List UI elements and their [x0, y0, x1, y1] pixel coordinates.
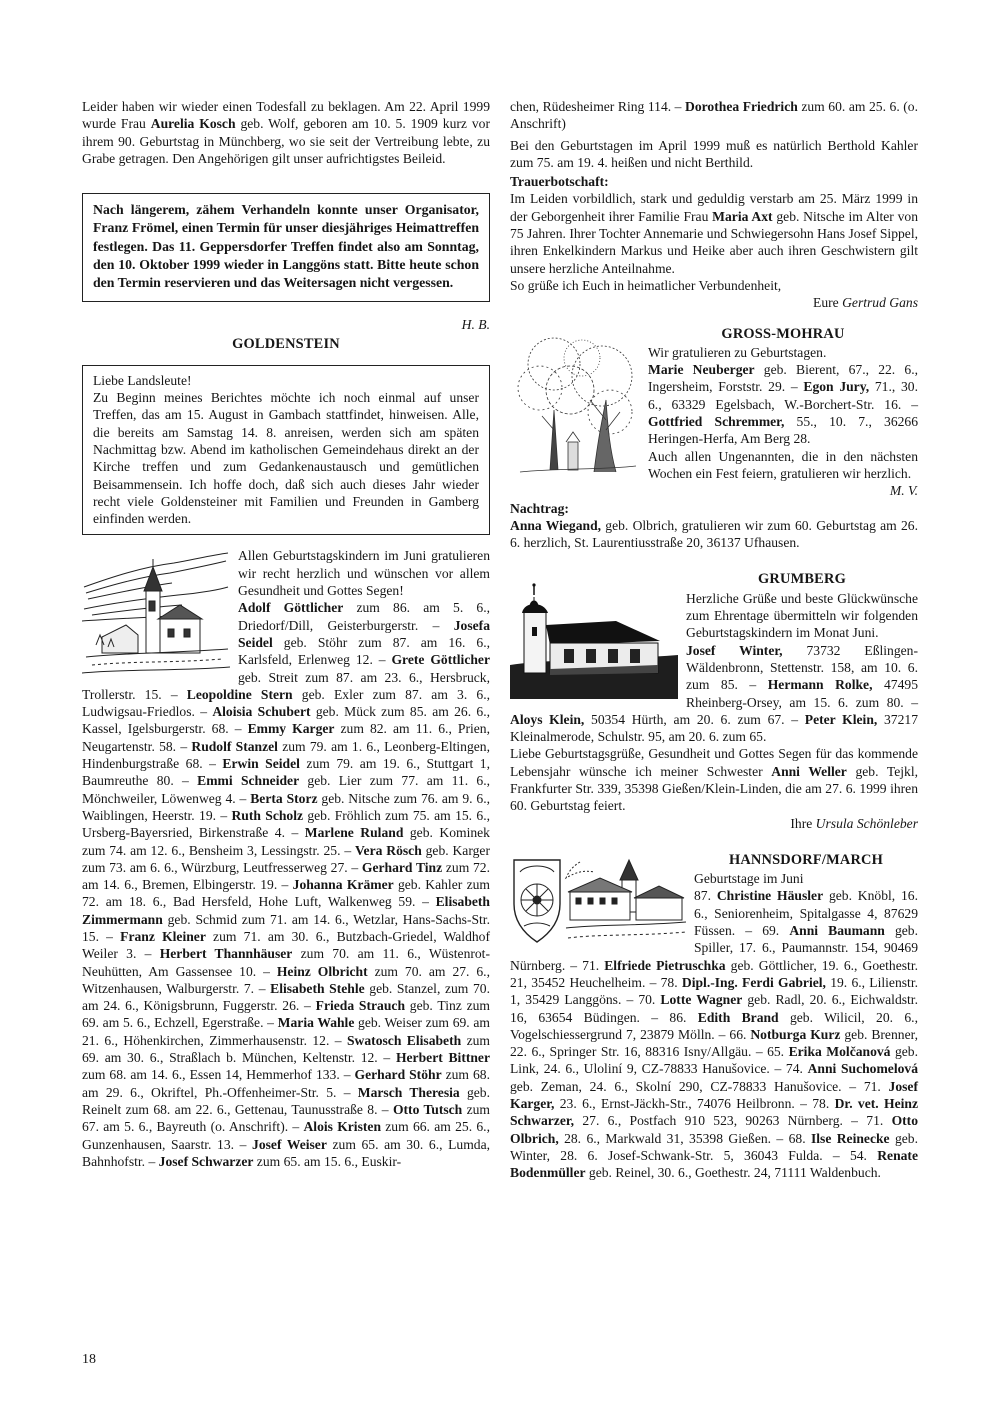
gr-signature: Ihre Ursula Schönleber	[790, 815, 918, 831]
gm-entries: Marie Neuberger geb. Bierent, 67., 22. 6., Ingersheim, Forststr. 29. – Egon Jury, 71., 30. 6., 63329 Egelsbach, W.-Borchert-Str. 16. – Gottfried Schremmer, 55., 10. 7., 36266 Heringen-Herfa, Am Berg 28.	[648, 362, 919, 447]
gr-wish: Liebe Geburtstagsgrüße, Gesundheit und Gottes Segen für das kommende Lebensjahr wünsche ich meiner Schwester Anni Weller geb. Tejkl, Frankfurter Str. 339, 35398 Gießen/Klein-Linden, die am 27. 6. 1999 ihren 60. Geburtstag feiert.	[510, 746, 918, 814]
closing-line: So grüße ich Euch in heimatlicher Verbundenheit,	[510, 277, 782, 293]
section-grumberg	[510, 571, 918, 831]
hm-intro: Geburtstage im Juni	[694, 871, 804, 887]
continuation-paragraph: chen, Rüdesheimer Ring 114. – Dorothea Friedrich zum 60. am 25. 6. (o. Anschrift)	[510, 99, 918, 132]
heading-gross-mohrau: GROSS-MOHRAU	[721, 325, 845, 342]
nachtrag-heading: Nachtrag:	[510, 500, 569, 516]
closing-signature: Eure Gertrud Gans	[813, 295, 918, 311]
section-hannsdorf-march	[510, 852, 918, 1182]
section-gross-mohrau	[510, 326, 918, 552]
meeting-notice-box: Nach längerem, zähem Verhandeln konnte unser Organisator, Franz Frömel, einen Termin für unser diesjähriges Heimattreffen festlegen. Das 11. Geppersdorfer Treffen findet also am Sonntag, den 10. Oktober 1999 wieder in Langgöns statt. Bitte heute schon den Termin reservieren und das Weitersagen nicht vergessen.	[82, 193, 490, 302]
trauer-heading: Trauerbotschaft:	[510, 174, 609, 190]
gm-intro: Wir gratulieren zu Geburtstagen.	[648, 344, 827, 360]
heading-hannsdorf-march: HANNSDORF/MARCH	[728, 851, 884, 868]
birthday-entries: Adolf Göttlicher zum 86. am 5. 6., Driedorf/Dill, Geisterburgerstr. – Josefa Seidel geb. Stöhr zum 87. am 16. 6., Karlsfeld, Erlenweg 12. – Grete Göttlicher geb. Streit zum 87. am 23. 6., Hersbruck, Trollerstr. 15. – Leopoldine Stern geb. Exler zum 87. am 3. 6., Ludwigsau-Friedlos. – Aloisia Schubert geb. Mück zum 85. am 26. 6., Kassel, Igelsburgerstr. 68. – Emmy Karger zum 82. am 11. 6., Prien, Neugartenstr. 58. – Rudolf Stanzel zum 79. am 1. 6., Leonberg-Eltingen, Hindenburgstraße 68. – Erwin Seidel zum 79. am 19. 6., Stuttgart 1, Baumreuthe 80. – Emmi Schneider geb. Lier zum 77. am 11. 6., Mönchweiler, Löwenweg 4. – Berta Storz geb. Nitsche zum 76. am 9. 6., Waiblingen, Heerstr. 19. – Ruth Scholz geb. Fröhlich zum 75. am 15. 6., Ursberg-Bayersried, Birkenstraße 4. – Marlene Ruland geb. Kominek zum 74. am 12. 6., Bensheim 3, Lessingstr. 25. – Vera Rösch geb. Karger zum 73. am 6. 6., Würzburg, Leutfresserweg 27. – Gerhard Tinz zum 72. am 14. 6., Bremen, Elbingerstr. 19. – Johanna Krämer geb. Kahler zum 72. am 18. 6., Bad Hersfeld, Hohe Luft, Walkenweg 59. – Elisabeth Zimmermann geb. Schmid zum 71. am 14. 6., Wetzlar, Hans-Sachs-Str. 15. – Franz Kleiner zum 71. am 30. 6., Butzbach-Griedel, Waldhof Weiler 3. – Herbert Thannhäuser zum 70. am 11. 6., Wüstenrot-Neuhütten, Am Gassensee 10. – Heinz Olbricht zum 70. am 27. 6., Witzenhausen, Walburgerstr. 7. – Elisabeth Stehle geb. Stanzel, zum 70. am 24. 6., Königsbrunn, Fuggerstr. 26. – Frieda Strauch geb. Tinz zum 69. am 5. 6., Echzell, Egerstraße. – Maria Wahle geb. Weiser zum 69. am 21. 6., Höhenkirchen, Zimmerhausenstr. 12. – Swatosch Elisabeth zum 69. am 30. 6., Straßlach b. München, Keltenstr. 12. – Herbert Bittner zum 68. am 14. 6., Essen 14, Hemmerhof 133. – Gerhard Stöhr zum 68. am 29. 6., Okriftel, Ph.-Offenheimer-Str. 5. – Marsch Theresia geb. Reinelt zum 68. am 22. 6., Gettenau, Taunusstraße 8. – Otto Tutsch zum 67. am 5. 6., Bayreuth (o. Anschrift). – Alois Kristen zum 66. am 25. 6., Gunzenhausen, Saarstr. 13. – Josef Weiser zum 65. am 30. 6., Lumda, Bahnhofstr. – Josef Schwarzer zum 65. am 15. 6., Euskir-	[82, 600, 491, 1169]
heading-grumberg: GRUMBERG	[758, 571, 846, 588]
gr-entries: Josef Winter, 73732 Eßlingen-Wäldenbronn, Stettenstr. 158, am 10. 6. zum 85. – Hermann Rolke, 47495 Rheinberg-Orsey, am 15. 6. zum 80. – Aloys Klein, 50354 Hürth, am 20. 6. zum 67. – Peter Klein, 37217 Kleinalmerode, Schulstr. 95, am 20. 6. zum 65.	[510, 642, 919, 745]
left-column	[82, 98, 490, 1170]
chapel-photo-icon	[510, 581, 678, 699]
birthday-list-goldenstein	[82, 547, 490, 1170]
right-column	[510, 98, 918, 1182]
coat-of-arms-and-town-sketch-icon	[510, 854, 686, 946]
nachtrag-paragraph: Anna Wiegand, geb. Olbrich, gratulieren wir zum 60. Geburtstag am 26. 6. herzlich, St. Laurentiusstraße 20, 36137 Ufhausen.	[510, 517, 918, 551]
obituary-paragraph: Leider haben wir wieder einen Todesfall zu beklagen. Am 22. April 1999 wurde Frau Aurelia Kosch geb. Wolf, geboren am 10. 5. 1909 kurz vor ihrem 90. Geburtstag in Münchberg, wo sie seit der Vertreibung lebte, zu Grabe getragen. Den Angehörigen gilt unser aufrichtigstes Beileid.	[82, 99, 491, 166]
correction-paragraph: Bei den Geburtstagen im April 1999 muß es natürlich Berthold Kahler zum 75. am 19. 4. heißen und nicht Berthild.	[510, 137, 918, 170]
birthday-intro: Allen Geburtstagskindern im Juni gratulieren wir recht herzlich und wünschen vor allem Gesundheit und Gottes Segen!	[238, 548, 490, 599]
heading-goldenstein: GOLDENSTEIN	[232, 335, 340, 352]
trees-sketch-icon	[510, 330, 640, 480]
trauer-paragraph: Im Leiden vorbildlich, stark und geduldig verstarb am 25. März 1999 in der Geborgenheit ihrer Familie Frau Maria Axt geb. Nitsche im Alter von 75 Jahren. Ihrer Tochter Annemarie und Schwiegersohn Hans Josef Sippel, ihren Enkelkindern Markus und Heike aber auch ihren Geschwistern gilt unsere herzliche Anteilnahme.	[510, 191, 918, 276]
gm-wish: Auch allen Ungenannten, die in den nächsten Wochen ein Fest feiern, gratulieren wir herzlich. M. V.	[648, 448, 918, 499]
gr-intro: Herzliche Grüße und beste Glückwünsche zum Ehrentage übermitteln wir folgenden Geburtstagskindern im Monat Juni.	[686, 590, 918, 641]
signature-hb: H. B.	[461, 317, 490, 333]
hm-entries: 87. Christine Häusler geb. Knöbl, 16. 6., Seniorenheim, Spitalgasse 4, 87629 Füssen. – 69. Anni Baumann geb. Spiller, 17. 6., Paumannstr. 154, 90469 Nürnberg. – 71. Elfriede Pietruschka geb. Göttlicher, 19. 6., Goethestr. 21, 35452 Heuchelheim. – 78. Dipl.-Ing. Ferdi Gabriel, 19. 6., Lilienstr. 1, 35429 Langgöns. – 70. Lotte Wagner geb. Radl, 20. 6., Eichwaldstr. 16, 63654 Büdingen. – 86. Edith Brand geb. Wilicil, 20. 6., Vogelschiessergrund 7, 23879 Mölln. – 66. Notburga Kurz geb. Brenner, 22. 6., Springer Str. 16, 88316 Isny/Allgäu. – 65. Erika Molčanová geb. Link, 24. 6., Uloliní 9, CZ-78833 Hanušovice. – 74. Anni Suchomelová geb. Zeman, 24. 6., Skolní 290, CZ-78833 Hanušovice. – 71. Josef Karger, 23. 6., Ernst-Jäckh-Str., 74076 Heilbronn. – 78. Dr. vet. Heinz Schwarzer, 27. 6., Postfach 910 523, 90263 Nürnberg. – 71. Otto Olbrich, 28. 6., Markwald 31, 35398 Gießen. – 68. Ilse Reinecke geb. Winter, 28. 6. Josef-Schwank-Str. 5, 36043 Fulda. – 54. Renate Bodenmüller geb. Reinel, 30. 6., Goethestr. 24, 71111 Waldenbuch.	[510, 888, 918, 1181]
greeting-box: Liebe Landsleute! Zu Beginn meines Berichtes möchte ich noch einmal auf unser Treffen, das am 15. August in Gambach stattfindet, hinweisen. Alle, die bereits am Samstag 14. 8. anreisen, werden sich am späten Nachmittag bzw. Abend im katholischen Gemeindehaus direkt an der Kirche treffen und zum Gedankenaustausch und gemütlichen Beisammensein. Ich hoffe doch, daß sich auch dieses Jahr wieder recht viele Goldensteiner mit Familien und Freunden in Gamberg einfinden werden.	[82, 365, 490, 536]
person-name: Aurelia Kosch	[150, 116, 236, 132]
church-village-sketch-icon	[82, 549, 230, 681]
page-number: 18	[82, 1352, 96, 1367]
